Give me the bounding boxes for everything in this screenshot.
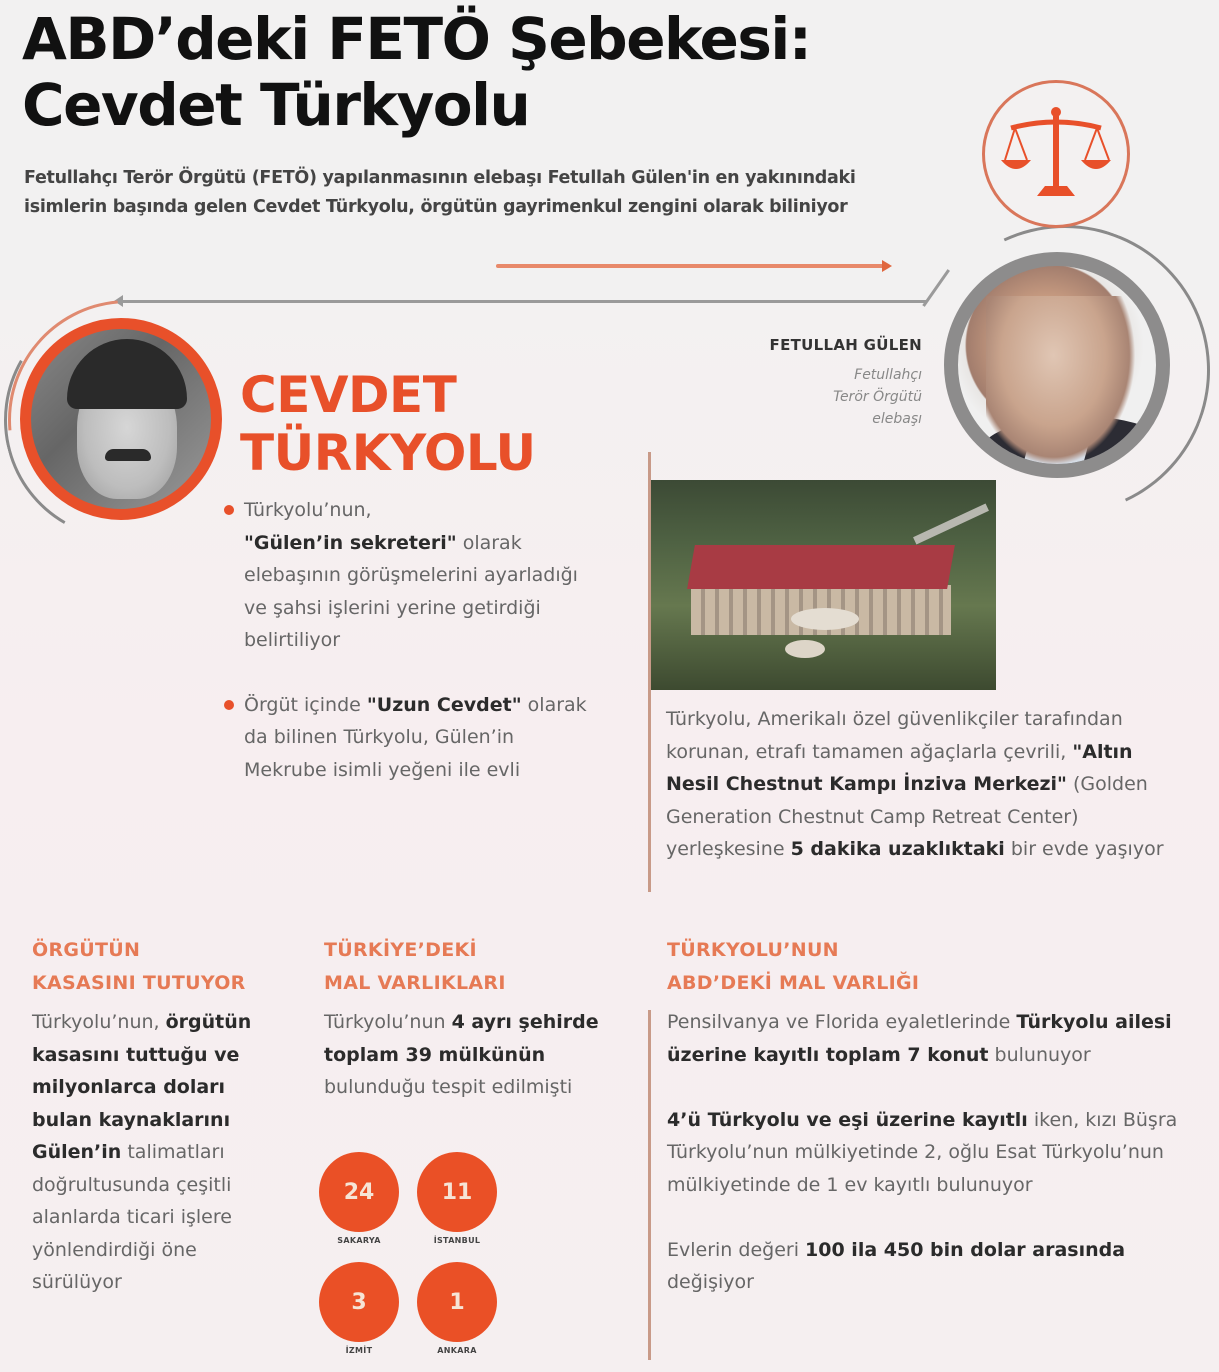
- count-circle: 11: [417, 1152, 497, 1232]
- cevdet-name-heading: CEVDET TÜRKYOLU: [240, 366, 536, 482]
- turkey-assets-heading: TÜRKİYE’DEKİ MAL VARLIKLARI: [324, 939, 506, 994]
- treasury-text: Türkyolu’nun, örgütün kasasını tuttuğu ve milyonlarca doları bulan kaynaklarını Gülen’in talimatları doğrultusunda çeşitli alanlarda ticari işlere yönlendirdiği öne sürülüyor: [32, 1011, 252, 1293]
- bullet-dot-icon: [224, 505, 234, 515]
- title-line-1: ABD’deki FETÖ Şebekesi:: [22, 5, 811, 73]
- city-label: ANKARA: [437, 1346, 477, 1355]
- count-circle: 1: [417, 1262, 497, 1342]
- city-label: SAKARYA: [337, 1236, 381, 1245]
- city-badge-istanbul: [416, 1152, 498, 1245]
- count-circle: 3: [319, 1262, 399, 1342]
- city-label: İSTANBUL: [433, 1236, 481, 1245]
- bullet-item: Örgüt içinde "Uzun Cevdet" olarak da bilinen Türkyolu, Gülen’in Mekrube isimli yeğeni ile evli: [222, 689, 592, 787]
- gulen-name: FETULLAH GÜLEN: [769, 336, 922, 354]
- gulen-photo: [944, 252, 1170, 478]
- bullet-item: Türkyolu’nun, "Gülen’in sekreteri" olarak elebaşının görüşmelerini ayarladığı ve şahsi işlerini yerine getirdiği belirtiliyor: [222, 494, 592, 657]
- city-badge-sakarya: [318, 1152, 400, 1245]
- page-title: [22, 6, 811, 138]
- gulen-role: Fetullahçı Terör Örgütü elebaşı: [833, 367, 922, 427]
- count-circle: 24: [319, 1152, 399, 1232]
- usa-assets-heading: TÜRKYOLU’NUN ABD’DEKİ MAL VARLIĞI: [667, 939, 920, 994]
- usa-assets-paragraph: 4’ü Türkyolu ve eşi üzerine kayıtlı iken, kızı Büşra Türkyolu’nun mülkiyetinde 2, oğlu Esat Türkyolu’nun mülkiyetinde de 1 ev kayıtlı bulunuyor: [667, 1108, 1178, 1196]
- arrow-left-icon: [120, 300, 926, 303]
- city-label: İZMİT: [345, 1346, 373, 1355]
- usa-assets-text: [667, 1006, 1187, 1299]
- intro-text: Fetullahçı Terör Örgütü (FETÖ) yapılanmasının elebaşı Fetullah Gülen'in en yakınındaki isimlerin başında gelen Cevdet Türkyolu, örgütün gayrimenkul zengini olarak biliniyor: [24, 168, 856, 217]
- campus-aerial-photo: [651, 480, 996, 690]
- bullet-dot-icon: [224, 700, 234, 710]
- title-line-2: Cevdet Türkyolu: [22, 71, 530, 139]
- cevdet-photo: [20, 318, 222, 520]
- cevdet-bullets: [222, 494, 592, 786]
- campus-description: Türkyolu, Amerikalı özel güvenlikçiler tarafından korunan, etrafı tamamen ağaçlarla çevrili, "Altın Nesil Chestnut Kampı İnziva Merkezi" (Golden Generation Chestnut Camp Retreat Center) yerleşkesine 5 dakika uzaklıktaki bir evde yaşıyor: [666, 708, 1164, 860]
- arrow-right-icon: [496, 264, 884, 268]
- turkey-assets-text: Türkyolu’nun 4 ayrı şehirde toplam 39 mülkünün bulunduğu tespit edilmişti: [324, 1011, 599, 1098]
- scales-of-justice-badge: [982, 80, 1130, 228]
- divider-line: [648, 1010, 651, 1360]
- city-badge-ankara: [416, 1262, 498, 1355]
- treasury-heading: ÖRGÜTÜN KASASINI TUTUYOR: [32, 939, 246, 994]
- scales-of-justice-icon: [1001, 104, 1111, 204]
- city-badge-izmit: [318, 1262, 400, 1355]
- usa-assets-paragraph: Evlerin değeri 100 ila 450 bin dolar arasında değişiyor: [667, 1238, 1126, 1293]
- usa-assets-paragraph: Pensilvanya ve Florida eyaletlerinde Türkyolu ailesi üzerine kayıtlı toplam 7 konut bulunuyor: [667, 1011, 1172, 1066]
